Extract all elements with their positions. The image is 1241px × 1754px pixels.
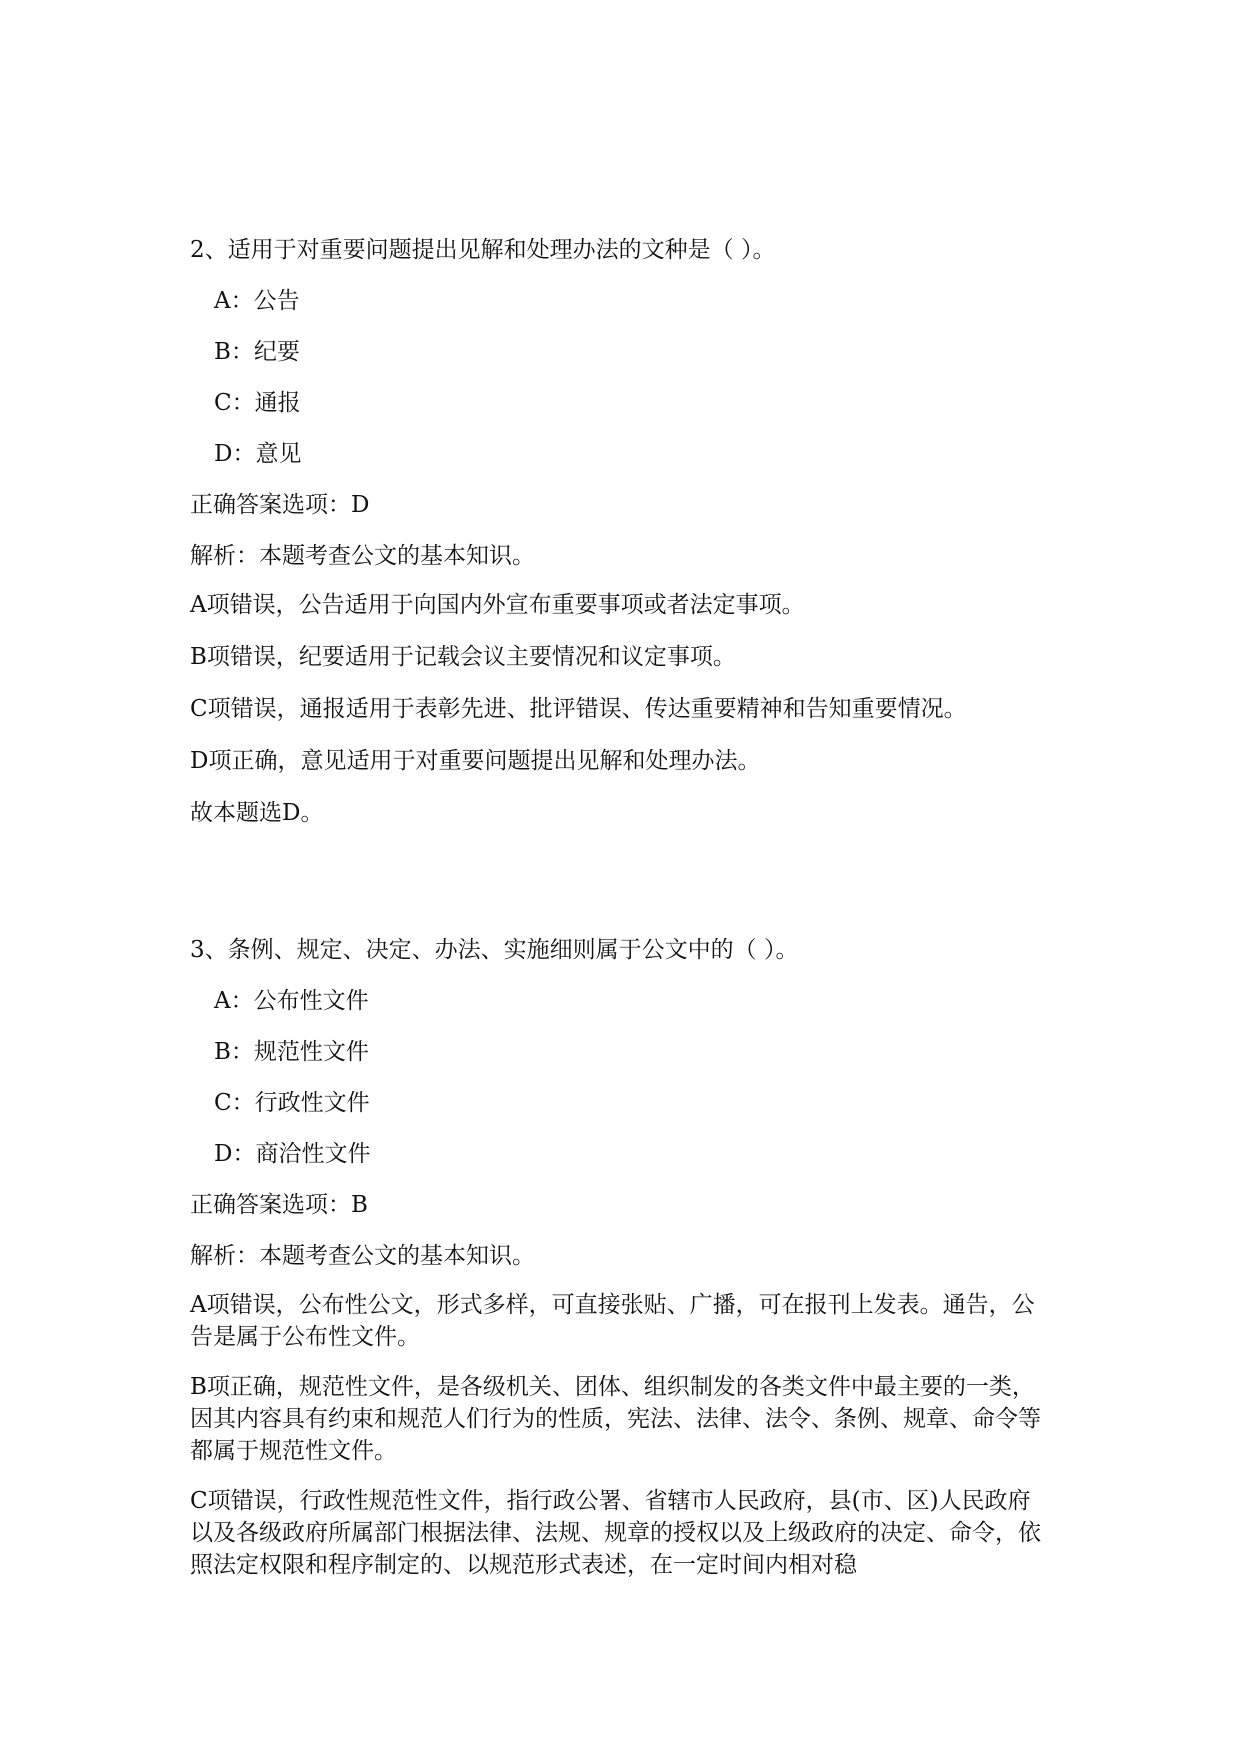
explanation-a: A项错误，公布性公文，形式多样，可直接张贴、广播，可在报刊上发表。通告，公告是属于公布性文件。 bbox=[190, 1292, 1035, 1350]
option-b: B：纪要 bbox=[214, 339, 300, 365]
question-stem: 3、条例、规定、决定、办法、实施细则属于公文中的（ ）。 bbox=[190, 937, 799, 963]
analysis-title: 解析：本题考查公文的基本知识。 bbox=[190, 1243, 535, 1269]
option-d: D：意见 bbox=[214, 441, 302, 467]
explanation-c: C项错误，行政性规范性文件，指行政公署、省辖市人民政府，县(市、区)人民政府以及各级政府所属部门根据法律、法规、规章的授权以及上级政府的决定、命令，依照法定权限和程序制定的、以规范形式表述，在一定时间内相对稳 bbox=[190, 1488, 1041, 1578]
correct-answer: 正确答案选项：B bbox=[190, 1192, 368, 1218]
question-stem: 2、适用于对重要问题提出见解和处理办法的文种是（ ）。 bbox=[190, 237, 776, 263]
correct-answer: 正确答案选项：D bbox=[190, 492, 370, 518]
explanation-c: C项错误，通报适用于表彰先进、批评错误、传达重要精神和告知重要情况。 bbox=[190, 696, 967, 722]
option-c: C：行政性文件 bbox=[214, 1090, 370, 1116]
explanation-b: B项正确，规范性文件，是各级机关、团体、组织制发的各类文件中最主要的一类，因其内容具有约束和规范人们行为的性质，宪法、法律、法令、条例、规章、命令等都属于规范性文件。 bbox=[190, 1374, 1041, 1464]
conclusion: 故本题选D。 bbox=[190, 800, 324, 826]
analysis-title: 解析：本题考查公文的基本知识。 bbox=[190, 543, 535, 569]
question-3 bbox=[190, 932, 1050, 1599]
explanation-d: D项正确，意见适用于对重要问题提出见解和处理办法。 bbox=[190, 748, 761, 774]
option-c: C：通报 bbox=[214, 390, 301, 416]
option-b: B：规范性文件 bbox=[214, 1039, 369, 1065]
option-a: A：公告 bbox=[214, 288, 300, 314]
explanation-a: A项错误，公告适用于向国内外宣布重要事项或者法定事项。 bbox=[190, 592, 805, 618]
option-d: D：商洽性文件 bbox=[214, 1141, 371, 1167]
explanation-b: B项错误，纪要适用于记载会议主要情况和议定事项。 bbox=[190, 644, 736, 670]
option-a: A：公布性文件 bbox=[214, 988, 369, 1014]
question-2 bbox=[190, 232, 1050, 849]
